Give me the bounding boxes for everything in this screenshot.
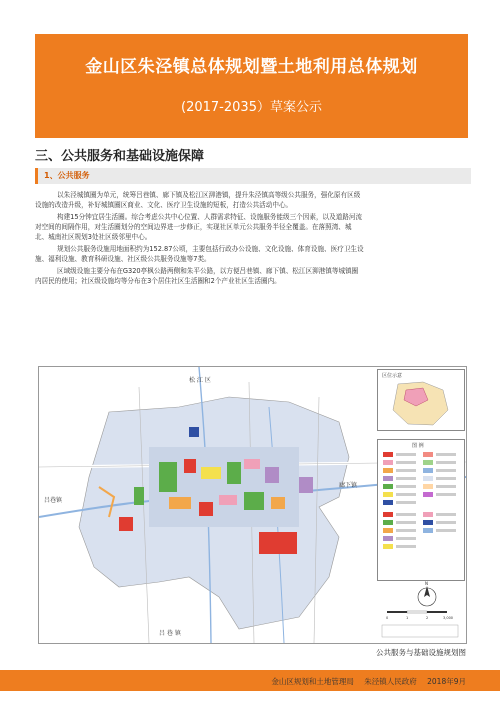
green-plot [134,487,144,505]
north-label: N [425,581,428,586]
map-caption: 公共服务与基础设施规划图 [376,648,466,657]
title-banner [35,34,468,138]
paragraph-line: 规划公共服务设施用地面积约为152.87公顷，主要包括行政办公设施、文化设施、体育设施、医疗卫生设 [57,245,364,253]
map-scale-block [377,581,463,639]
paragraph-line: 施、福利设施、教育科研设施、社区级公共服务设施等7类。 [35,255,211,263]
legend-title: 图 例 [412,443,424,449]
section-title: 三、公共服务和基础设施保障 [35,149,205,164]
yellow-plot [201,467,221,479]
footer-text [263,676,466,687]
credits-box [382,625,458,637]
footer-date: 2018年9月 [427,677,466,686]
paragraph-line: 区域级设施主要分布在G320亭枫公路两侧和朱平公路，以方便吕巷镇、廊下镇、松江区泖港镇等城镇圈 [57,267,359,275]
subsection-label: 1、公共服务 [44,171,90,180]
scale-label-2: 2 [426,616,429,620]
green-plot [159,462,177,492]
green-plot [244,492,264,510]
pink-plot [244,459,260,469]
red-plot [199,502,213,516]
paragraph-line: 设施的改造升级，补好城镇圈区商业、文化、医疗卫生设施的短板，打造公共活动中心。 [35,201,293,209]
location-inset [377,369,465,431]
planning-map [38,366,467,644]
blue-plot [189,427,199,437]
red-plot [119,517,133,531]
paragraph-line: 以朱泾城镇圈为单元，统筹吕巷镇、廊下镇及松江区泖港镇，提升朱泾镇高等级公共服务，强化原有区级 [57,191,361,199]
paragraph-line: 构建15分钟宜居生活圈。综合考虑公共中心位置、人群需求特征、设施服务能级三个因素，以及道路河流 [57,213,363,221]
map-legend [377,439,465,581]
legend-swatches [378,440,464,580]
scale-label-km: 3,000 [443,616,454,620]
green-plot [227,462,241,484]
map-label-east: 廊下镇 [339,482,358,489]
map-label-south: 吕 巷 镇 [159,630,181,637]
pink-plot [219,495,237,505]
orange-plot [169,497,191,509]
page-title: 金山区朱泾镇总体规划暨土地利用总体规划 [85,57,418,77]
inset-title: 区位示意 [382,373,403,379]
paragraph-line: 内居民的使用；社区级设施均等分布在3个居住社区生活圈和2个产业社区生活圈内。 [35,277,281,285]
purple-plot [265,467,279,483]
orange-plot [271,497,285,509]
large-red-plot [259,532,297,554]
footer-org1: 金山区规划和土地管理局 [271,677,354,686]
inset-svg [378,370,464,430]
map-label-west: 吕巷镇 [44,497,63,504]
red-plot [184,459,196,473]
map-label-north: 松 江 区 [189,377,211,384]
paragraph-line: 北、城南社区规划3处社区级邻里中心。 [35,233,152,241]
scale-label-1: 1 [406,616,409,620]
paragraph-line: 对空间的间隔作用，对生活圈划分的空间边界进一步修正，实现社区单元公共服务半径全覆盖。在落照湾、城 [35,223,352,231]
north-arrow-icon [424,586,430,597]
page-subtitle: (2017-2035）草案公示 [181,100,322,115]
footer-org2: 朱泾镇人民政府 [364,677,417,686]
north-arrow-scale-svg [377,581,463,639]
subsection-bar [35,168,471,184]
purple-plot [299,477,313,493]
scale-label-0: 0 [386,616,389,620]
